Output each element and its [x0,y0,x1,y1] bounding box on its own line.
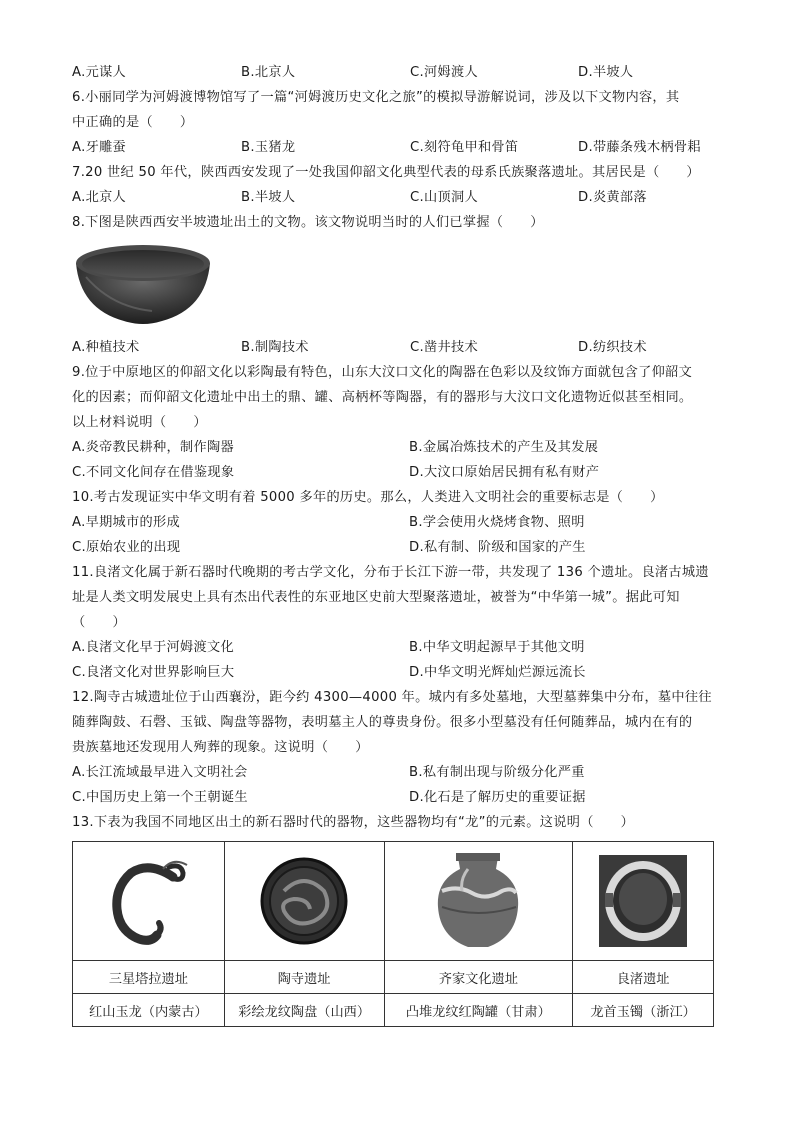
q6-stem-line2: 中正确的是（ ） [72,115,194,130]
q7-option-a[interactable]: A.北京人 [72,190,127,205]
q8-option-d[interactable]: D.纺织技术 [578,340,647,355]
q8-option-b[interactable]: B.制陶技术 [241,340,309,355]
q7-option-c[interactable]: C.山顶洞人 [410,190,478,205]
q7-option-b[interactable]: B.半坡人 [241,190,296,205]
q10-stem: 10.考古发现证实中华文明有着 5000 多年的历史。那么，人类进入文明社会的重要标志是（ ） [72,490,664,505]
q11-option-b[interactable]: B.中华文明起源早于其他文明 [409,640,585,655]
artifact-name-cell: 凸堆龙纹红陶罐（甘肃） [384,994,573,1027]
q10-option-a[interactable]: A.早期城市的形成 [72,515,180,530]
q6-option-d[interactable]: D.带藤条残木柄骨耜 [578,140,701,155]
q6-option-b[interactable]: B.玉猪龙 [241,140,296,155]
artifact-image-cell [224,842,384,961]
q11-stem-line3: （ ） [72,615,126,630]
q10-options-row2 [72,535,722,560]
q12-option-b[interactable]: B.私有制出现与阶级分化严重 [409,765,585,780]
artifact-image-cell [573,842,714,961]
q9-option-a[interactable]: A.炎帝教民耕种，制作陶器 [72,440,234,455]
q6-options [72,135,722,160]
exam-page [72,60,722,1027]
q10-option-b[interactable]: B.学会使用火烧烤食物、照明 [409,515,585,530]
q10-option-d[interactable]: D.私有制、阶级和国家的产生 [409,540,586,555]
q13-stem: 13.下表为我国不同地区出土的新石器时代的器物，这些器物均有“龙”的元素。这说明（ ） [72,815,635,830]
jade-dragon-image [103,851,193,951]
q7-stem: 7.20 世纪 50 年代，陕西西安发现了一处我国仰韶文化典型代表的母系氏族聚落遗址。其居民是（ ） [72,165,700,180]
q7-options [72,185,722,210]
q6-option-c[interactable]: C.刻符龟甲和骨笛 [410,140,519,155]
q8-options [72,335,722,360]
q12-option-c[interactable]: C.中国历史上第一个王朝诞生 [72,790,248,805]
artifact-image-row [73,842,714,961]
jade-bracelet-image [597,853,689,949]
q9-stem-line3: 以上材料说明（ ） [72,415,207,430]
q12-stem-line1: 12.陶寺古城遗址位于山西襄汾，距今约 4300—4000 年。城内有多处墓地，大型墓葬集中分布，墓中往往 [72,690,712,705]
q8-stem: 8.下图是陕西西安半坡遗址出土的文物。该文物说明当时的人们已掌握（ ） [72,215,544,230]
pottery-bowl-image [72,237,214,329]
artifact-name-row [73,994,714,1027]
q9-options-row1 [72,435,722,460]
site-cell: 齐家文化遗址 [384,961,573,994]
q9-option-d[interactable]: D.大汶口原始居民拥有私有财产 [409,465,600,480]
q12-option-d[interactable]: D.化石是了解历史的重要证据 [409,790,586,805]
q5-option-c[interactable]: C.河姆渡人 [410,65,478,80]
q8-option-c[interactable]: C.凿井技术 [410,340,478,355]
q11-option-a[interactable]: A.良渚文化早于河姆渡文化 [72,640,234,655]
q12-options-row1 [72,760,722,785]
q5-option-a[interactable]: A.元谋人 [72,65,127,80]
artifact-table [72,841,714,1027]
site-cell: 良渚遗址 [573,961,714,994]
q5-option-d[interactable]: D.半坡人 [578,65,634,80]
site-cell: 三星塔拉遗址 [73,961,225,994]
q12-option-a[interactable]: A.长江流域最早进入文明社会 [72,765,248,780]
q5-options [72,60,722,85]
artifact-name-cell: 彩绘龙纹陶盘（山西） [224,994,384,1027]
q11-option-c[interactable]: C.良渚文化对世界影响巨大 [72,665,235,680]
artifact-image-cell [384,842,573,961]
q6-stem-line1: 6.小丽同学为河姆渡博物馆写了一篇“河姆渡历史文化之旅”的模拟导游解说词，涉及以下文物内容，其 [72,90,680,105]
site-cell: 陶寺遗址 [224,961,384,994]
painted-plate-image [254,851,354,951]
artifact-site-row [73,961,714,994]
q6-option-a[interactable]: A.牙雕蚕 [72,140,127,155]
q8-option-a[interactable]: A.种植技术 [72,340,140,355]
q9-option-b[interactable]: B.金属冶炼技术的产生及其发展 [409,440,599,455]
q9-options-row2 [72,460,722,485]
artifact-image-cell [73,842,225,961]
q12-options-row2 [72,785,722,810]
q10-options-row1 [72,510,722,535]
q11-options-row1 [72,635,722,660]
q5-option-b[interactable]: B.北京人 [241,65,296,80]
artifact-name-cell: 红山玉龙（内蒙古） [73,994,225,1027]
q7-option-d[interactable]: D.炎黄部落 [578,190,647,205]
q12-stem-line2: 随葬陶鼓、石磬、玉钺、陶盘等器物，表明墓主人的尊贵身份。很多小型墓没有任何随葬品，城内在有的 [72,715,693,730]
q12-stem-line3: 贵族墓地还发现用人殉葬的现象。这说明（ ） [72,740,369,755]
q9-stem-line2: 化的因素；而仰韶文化遗址中出土的鼎、罐、高柄杯等陶器，有的器形与大汶口文化遗物近似甚至相同。 [72,390,693,405]
pottery-jar-image [428,849,528,953]
q8-figure [72,235,722,335]
q9-stem-line1: 9.位于中原地区的仰韶文化以彩陶最有特色，山东大汶口文化的陶器在色彩以及纹饰方面就包含了仰韶文 [72,365,693,380]
q11-stem-line2: 址是人类文明发展史上具有杰出代表性的东亚地区史前大型聚落遗址，被誉为“中华第一城”。据此可知 [72,590,680,605]
q10-option-c[interactable]: C.原始农业的出现 [72,540,181,555]
q11-option-d[interactable]: D.中华文明光辉灿烂源远流长 [409,665,586,680]
q11-stem-line1: 11.良渚文化属于新石器时代晚期的考古学文化，分布于长江下游一带，共发现了 136 个遗址。良渚古城遗 [72,565,709,580]
artifact-name-cell: 龙首玉镯（浙江） [573,994,714,1027]
q9-option-c[interactable]: C.不同文化间存在借鉴现象 [72,465,235,480]
q11-options-row2 [72,660,722,685]
